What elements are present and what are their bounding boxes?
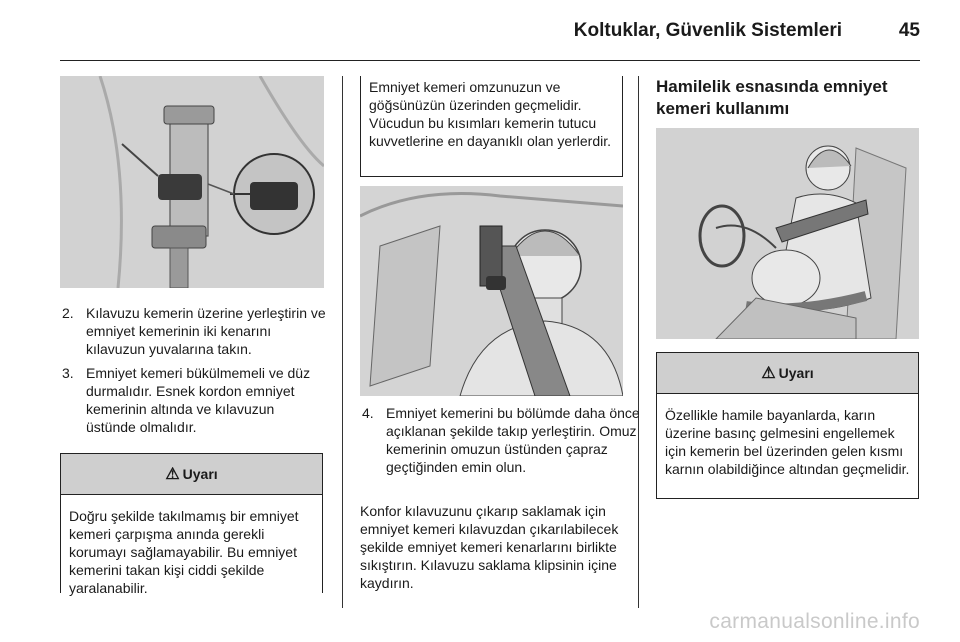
step-item: [60, 364, 326, 436]
guide-removal-paragraph: Konfor kılavuzunu çıkarıp saklamak için emniyet kemeri kılavuzdan çıkarılabilecek şekilde emniyet kemeri kenarlarını birlikte sıkıştırın. Kılavuzu saklama klipsinin içine kaydırın.: [360, 503, 619, 591]
warning-header: [657, 353, 918, 394]
step-text: Emniyet kemerini bu bölümde daha önce açıklanan şekilde takıp yerleştirin. Omuz kemerinin omuzun üstünden çapraz geçtiğinden emin olun.: [386, 405, 640, 475]
warning-box-col1: [60, 453, 323, 596]
seated-driver-belt-illustration: [360, 186, 623, 396]
warning-triangle-icon: ⚠: [165, 466, 180, 483]
warning-triangle-icon: ⚠: [761, 365, 776, 382]
pregnant-driver-illustration: [656, 128, 919, 339]
shoulder-belt-note-box: [360, 76, 623, 177]
step-number: 3.: [62, 365, 74, 381]
step-item: [360, 404, 640, 476]
step-list-col1: [60, 304, 326, 442]
page-number: 45: [898, 20, 920, 41]
step-text: Emniyet kemeri bükülmemeli ve düz durmalıdır. Esnek kordon emniyet kemerinin altında ve kılavuzun üstünde olmalıdır.: [86, 365, 311, 435]
warning-title: Uyarı: [182, 466, 218, 482]
note-text: Emniyet kemeri omzunuzun ve göğsünüzün üzerinden geçmelidir. Vücudun bu kısımları kemerin tutucu kuvvetlerine en dayanıklı olan yerlerdir.: [369, 79, 612, 149]
header-rule: [60, 60, 920, 61]
belt-guide-illustration: [60, 76, 324, 288]
column-separator-2: [638, 76, 639, 608]
column-separator-1: [342, 76, 343, 608]
page-header-title: Koltuklar, Güvenlik Sistemleri: [573, 20, 842, 41]
step-number: 2.: [62, 305, 74, 321]
step-text: Kılavuzu kemerin üzerine yerleştirin ve emniyet kemerinin iki kenarını kılavuzun yuvalarına takın.: [86, 305, 326, 357]
step-list-col2: [360, 404, 640, 482]
warning-box-col3: [656, 352, 919, 499]
section-title: Hamilelik esnasında emniyet kemeri kullanımı: [656, 77, 888, 118]
step-number: 4.: [362, 405, 374, 421]
warning-text: Doğru şekilde takılmamış bir emniyet kemeri çarpışma anında gerekli korumayı sağlamayabilir. Bu emniyet kemerini takan kişi ciddi şekilde yaralanabilir.: [69, 508, 299, 596]
step-item: [60, 304, 326, 358]
warning-title: Uyarı: [778, 365, 814, 381]
warning-text: Özellikle hamile bayanlarda, karın üzerine basınç gelmesini engellemek için kemerin bel üzerinden gelen kısmı karnın olabildiğince altından geçmelidir.: [665, 407, 910, 477]
warning-header: [61, 454, 322, 495]
watermark: carmanualsonline.info: [709, 610, 920, 633]
